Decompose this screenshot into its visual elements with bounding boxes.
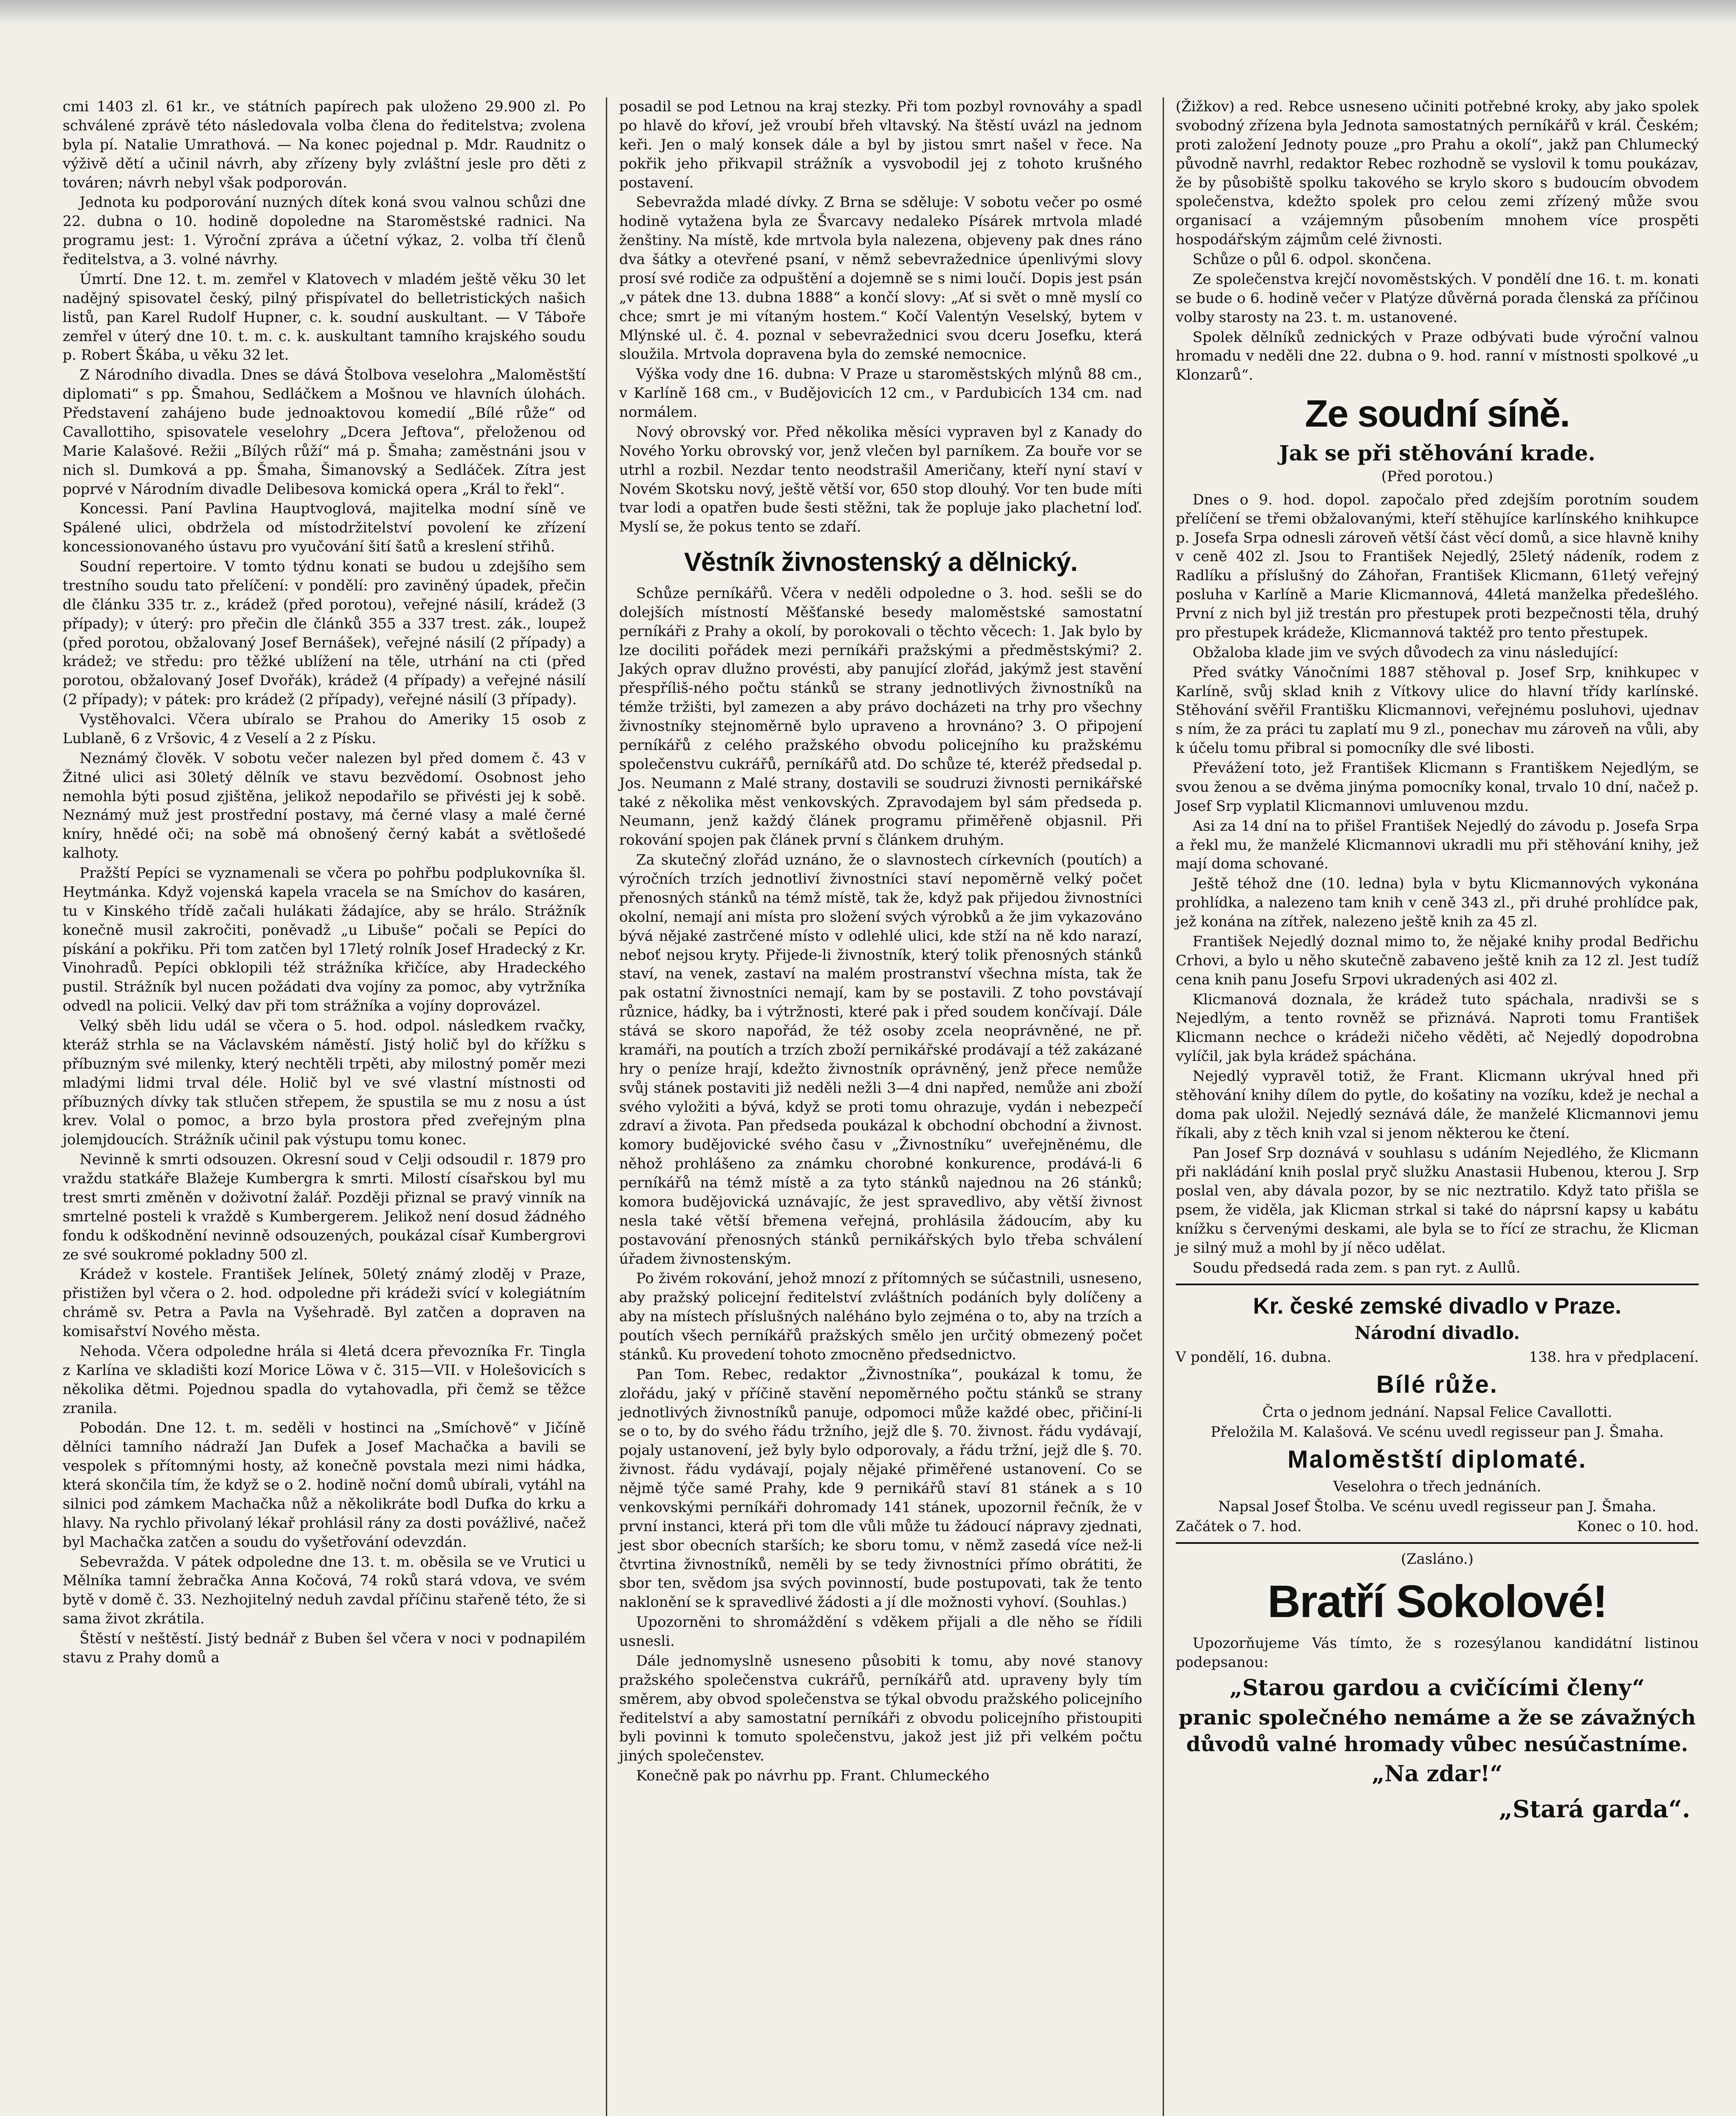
news-item: Nehoda. Včera odpoledne hrála si 4letá dcera převozníka Fr. Tingla z Karlína ve skladišti kozí Morice Löwa v č. 315—VII. v Holešovicích s několika dětmi. Pojednou spadla do vytahovadla, při čemž se těžce zranila. [63, 1342, 586, 1417]
news-item: Výška vody dne 16. dubna: V Praze u staroměstských mlýnů 88 cm., v Karlíně 168 cm., v Budějovicích 12 cm., v Pardubicích 134 cm. nad normálem. [619, 366, 1142, 421]
column-3 [1163, 97, 1711, 2116]
play-credits: Přeložila M. Kalašová. Ve scénu uvedl regisseur pan J. Šmaha. [1211, 1423, 1664, 1441]
article-text: Ještě téhož dne (10. ledna) byla v bytu Klicmannových vykonána prohlídka, a nalezeno tam knih v ceně 343 zl., při druhé prohlídce pak, jež konána na zítřek, nalezeno ještě knih za 45 zl. [1175, 875, 1699, 931]
ad-quote: „Starou gardou a cvičícími členy“ [1230, 1675, 1645, 1701]
news-item: Vystěhovalci. Včera ubíralo se Prahou do Ameriky 15 osob z Lublaně, 6 z Vršovic, 4 z Veselí a 2 z Písku. [63, 711, 586, 747]
article-text: Schůze perníkářů. Včera v neděli odpoledne o 3. hod. sešli se do dolejších místností Měšťanské besedy maloměstské samostatní perníkáři z Prahy a okolí, by porokovali o těchto věcech: 1. Jak bylo by lze dociliti pořádek mezi perníkáři pražskými a předměstskými? 2. Jakých oprav dlužno provésti, aby panující zlořád, jakýmž jest stavění přespříliš-ného počtu stánků se strany jednotlivých živnostníků na témže tržišti, byl zamezen a aby právo docházeti na trhy pro všechny živnostníky stejnoměrně bylo upraveno a hrovnáno? 3. O připojení perníkářů z celého pražského obvodu policejního ku pražskému společenstvu cukrářů, perníkářů atd. Do schůze té, kteréž předsedal p. Jos. Neumann z Malé strany, dostavili se soudruzi živnosti pernikářské také z několika měst venkovských. Zpravodajem byl sám předseda p. Neumann, jenž každý článek programu přiměřeně objasnil. Při rokování spojen pak článek první s článkem druhým. [619, 584, 1142, 849]
performance-times [1176, 1517, 1699, 1536]
court-article-note: (Před porotou.) [1381, 468, 1493, 485]
news-item: Koncessi. Paní Pavlina Hauptvoglová, majitelka modní síně ve Spálené ulici, obdržela od místodržitelství povolení ke zřízení koncessionovaného ústavu pro vyučování šití šatů a kreslení střihů. [63, 500, 586, 556]
ad-greeting: „Na zdar!“ [1372, 1761, 1503, 1787]
ad-text: Upozorňujeme Vás tímto, že s rozesýlanou kandidátní listinou podepsanou: [1175, 1635, 1699, 1671]
court-article-title: Jak se při stěhování krade. [1279, 440, 1596, 466]
news-item: Pražští Pepíci se vyznamenali se včera po pohřbu podplukovníka šl. Heytmánka. Když vojenská kapela vracela se na Smíchov do kasáren, tu v Kinského třídě začali hulákati žádajíce, aby se hrálo. Strážník konečně musil zakročiti, poněvadž „u Libuše“ počali se Pepíci do pískání a pokřiku. Při tom zatčen byl 17letý rolník Josef Hradecký z Kr. Vinohradů. Pepíci obklopili též strážníka křičíce, aby Hradeckého pustil. Strážník byl nucen požádati dva vojíny za pomoc, aby vytržníka odvedl na policii. Velký dav při tom strážníka a vojíny doprovázel. [63, 865, 586, 1015]
article-text: Klicmanová doznala, že krádež tuto spáchala, nradivši se s Nejedlým, a tento rovněž se přiznává. Naproti tomu František Klicmann nechce o krádeži ničeho věděti, ač Nejedlý dopodrobna vylíčil, jak byla krádež spáchána. [1175, 991, 1699, 1065]
article-text: Před svátky Vánočními 1887 stěhoval p. Josef Srp, knihkupec v Karlíně, svůj sklad knih z Vítkovy ulice do hlavní třídy karlínské. Stěhování svěřil Františku Klicmannovi, veřejnému posluhovi, ujednav s ním, že za práci tu zaplatí mu 9 zl., ponechav mu zároveň na vůli, aby k účelu tomu přibral si pomocníky dle své libosti. [1175, 664, 1699, 757]
news-item: Nevinně k smrti odsouzen. Okresní soud v Celji odsoudil r. 1879 pro vraždu statkáře Blažeje Kumbergra k smrti. Milostí císařskou byl mu trest smrti změněn v doživotní žalář. Později přiznal se pravý vinník na smrtelné posteli k vraždě s Kumbergerem. Jelikož není dosud žádného fondu k odškodnění nevinně odsouzených, poukázal císař Kumbergrovi ze své soukromé pokladny 500 zl. [63, 1151, 586, 1263]
news-item: Z Národního divadla. Dnes se dává Štolbova veselohra „Maloměstští diplomati“ s pp. Šmahou, Sedláčkem a Mošnou ve hlavních úlohách. Představení zahájeno bude jednoaktovou komedií „Bílé růže“ od Cavallottiho, spisovatele veselohry „Dcera Jeftova“, přeloženou od Marie Kalašové. Režii „Bílých růží“ má p. Šmaha; zaměstnáni jsou v nich sl. Dumková a pp. Šmaha, Šimanovský a Sedláček. Zítra jest poprvé v Národním divadle Delibesova komická opera „Král to řekl“. [63, 366, 586, 498]
theatre-subtitle: Národní divadlo. [1354, 1322, 1520, 1343]
article-text: Obžaloba klade jim ve svých důvodech za vinu následující: [1192, 644, 1619, 661]
play-credits: Napsal Josef Štolba. Ve scénu uvedl regisseur pan J. Šmaha. [1218, 1498, 1656, 1515]
news-item: Pobodán. Dne 12. t. m. seděli v hostinci na „Smíchově“ v Jičíně dělníci tamního nádraží Jan Dufek a Josef Machačka a bavili se vespolek s přítomnými hosty, až konečně povstala mezi nimi hádka, která skončila tím, že když se o 2. hodině noční domů ubírali, vytáhl na silnici pod zámkem Machačka nůž a několikráte bodl Dufka do krku a hlavy. Na rychlo přivolaný lékař prohlásil rány za dosti povážlivé, načež byl Machačka zatčen a soudu do vyšetřování odevzdán. [63, 1419, 586, 1551]
section-heading: Věstník živnostenský a dělnický. [684, 548, 1078, 577]
scan-edge-shadow [0, 0, 1736, 25]
play-description: Veselohra o třech jednáních. [1333, 1478, 1541, 1496]
play-title: Maloměstští diplomaté. [1288, 1445, 1587, 1473]
theatre-title: Kr. české zemské divadlo v Praze. [1253, 1293, 1622, 1319]
news-item: Krádež v kostele. František Jelínek, 50letý známý zloděj v Praze, přistižen byl včera o 2. hod. odpoledne při krádeži svící v kolegiátním chrámě sv. Petra a Pavla na Vyšehradě. Byl zatčen a dopraven na komisařství Nového města. [63, 1266, 586, 1340]
divider [1176, 1284, 1699, 1285]
news-item: Velký sběh lidu udál se včera o 5. hod. odpol. následkem rvačky, kteráž strhla se na Václavském náměstí. Jistý holič byl do křížku s příbuzným své milenky, který nechtěli trpěti, aby milostný poměr mezi mladými lidmi trval déle. Holič byl ve své vlastní místnosti od příbuzných dívky tak stlučen střepem, že spustila se mu z nosu a úst krev. Volal o pomoc, a brzo byla prostora před zveřejným plna jolemjdoucích. Strážník učinil pak výstupu tomu konec. [63, 1017, 586, 1149]
ad-text-bold: pranic společného nemáme a že se závažných důvodů valné hromady vůbec nesúčastníme. [1178, 1705, 1696, 1756]
performance-date: V pondělí, 16. dubna. [1175, 1349, 1332, 1366]
article-text: (Žižkov) a red. Rebce usneseno učiniti potřebné kroky, aby jako spolek svobodný zřízena byla Jednota samostatných perníkářů v král. Českém; proti založení Jednoty pouze „pro Prahu a okolí“, jakž pan Chlumecký původně navrhl, redaktor Rebec rozhodně se vyslovil k tomu poukázav, že by působiště spolku takového se krylo skoro s budoucím obvodem společenstva, kdežto spolek pro celou zemi zřízený může svou organisací a vzájemným působením mnohem více prospěti hospodářským zájmům celé živnosti. [1175, 98, 1699, 248]
zaslano-label: (Zasláno.) [1401, 1550, 1474, 1568]
article-text: Dnes o 9. hod. dopol. započalo před zdejším porotním soudem přelíčení se třemi obžalovanými, kteří stěhujíce karlínského knihkupce p. Josefa Srpa odnesli zároveň větší část věcí domů, a sice hlavně knihy v ceně 402 zl. Jsou to František Nejedlý, 25letý nádeník, rodem z Radlíku a příslušný do Záhořan, František Klicmann, 61letý veřejný posluha v Karlíně a Marie Klicmannová, 44letá manželka předešlého. První z nich byl již trestán pro přestupek proti bezpečnosti těla, druhý pro přestupek krádeže, Klicmannová taktéž pro tento přestupek. [1175, 491, 1699, 641]
columns [51, 97, 1711, 2116]
news-item: Úmrtí. Dne 12. t. m. zemřel v Klatovech v mladém ještě věku 30 let nadějný spisovatel český, pilný přispívatel do belletristických našich listů, pan Karel Rudolf Hupner, c. k. soudní auskultant. — V Táboře zemřel v úterý dne 10. t. m. c. k. auskultant tamního krajského soudu p. Robert Škába, u věku 32 let. [63, 270, 586, 364]
article-text: cmi 1403 zl. 61 kr., ve státních papírech pak uloženo 29.900 zl. Po schválené zprávě této následovala volba člena do ředitelstva; zvolena byla pí. Natalie Umrathová. — Na konec pojednal p. Mdr. Raudnitz o výživě dětí a učinil návrh, aby zřízeny byly zvláštní jesle pro děti z továren; návrh nebyl však podporován. [63, 98, 586, 191]
news-item: Soudní repertoire. V tomto týdnu konati se budou u zdejšího sem trestního soudu tato přelíčení: v pondělí: pro zaviněný úpadek, přečin dle článku 335 tr. z., krádež (před porotou), veřejné násilí, krádež (3 případy); v úterý: pro přečin dle článků 355 a 337 trest. zák., loupež (před porotou, obžalovaný Josef Bernášek), veřejné násilí (2 případy) a krádež; ve středu: pro těžké ublížení na těle, utrhání na cti (před porotou, obžalovaný Josef Dvořák), krádež (4 případy) a veřejné násilí (2 případy); v pátek: pro krádež (2 případy), veřejné násilí (3 případy). [63, 558, 586, 708]
article-text: František Nejedlý doznal mimo to, že nějaké knihy prodal Bedřichu Crhovi, a bylo u něho skutečně zabaveno ještě knih za 12 zl. Jest tudíž cena knih panu Josefu Srpovi ukradených asi 402 zl. [1175, 933, 1699, 988]
article-text: Převážení toto, jež František Klicmann s Františkem Nejedlým, se svou ženou a se dvěma jinýma pomocníky konal, trvalo 10 dní, načež p. Josef Srp vyplatil Klicmannovi umluvenou mzdu. [1175, 760, 1699, 815]
article-text: Dále jednomyslně usneseno působiti k tomu, aby nové stanovy pražského společenstva cukrářů, perníkářů atd. upraveny byly tím směrem, aby obvod společenstva se týkal obvodu pražského policejního ředitelství a aby samostatní perníkáři z obvodu policejního přistoupiti byli povinni k tomuto společenstvu, jakož jest již při velkém počtu jiných společenstev. [619, 1652, 1142, 1765]
news-item: Jednota ku podporování nuzných dítek koná svou valnou schůzi dne 22. dubna o 10. hodině dopoledne na Staroměstské radnici. Na programu jest: 1. Výroční zpráva a účetní výkaz, 2. volba tří členů ředitelstva, a 3. volné návrhy. [63, 194, 586, 268]
news-item: Spolek dělníků zednických v Praze odbývati bude výroční valnou hromadu v neděli dne 22. dubna o 9. hod. ranní v místnosti spolkové „u Klonzarů“. [1175, 328, 1699, 384]
start-time: Začátek o 7. hod. [1175, 1518, 1302, 1535]
article-text: Pan Josef Srp doznává v souhlasu s udáním Nejedlého, že Klicmann při nakládání knih poslal pryč služku Anastasii Hubenou, kterou J. Srp poslal ven, aby dávala pozor, by se nic neztratilo. Když tato přišla se psem, že viděla, jak Klicman strkal si také do náprsní kapsy u kabátu knížku s červenými deskami, ale byla se to řící ze strachu, že Klicman je silný muž a mohl by jí něco udělat. [1175, 1144, 1699, 1256]
court-section-title: Ze soudní síně. [1305, 393, 1570, 435]
news-item: Sebevražda. V pátek odpoledne dne 13. t. m. oběsila se ve Vrutici u Mělníka tamní žebračka Anna Kočová, 74 roků stará vdova, ve svém bytě v domě č. 33. Nezhojitelný neduh zavdal příčinu stařeně této, že si sama život zkrátila. [63, 1553, 586, 1628]
ad-signature: „Stará garda“. [1499, 1795, 1690, 1823]
column-2 [606, 97, 1154, 2116]
article-text: posadil se pod Letnou na kraj stezky. Při tom pozbyl rovnováhy a spadl po hlavě do křoví, jež vroubí břeh vltavský. Na štěstí uvázl na jednom keři. Jen o malý konsek dále a byl by jistou smrt našel v řece. Na pokřik jeho přikvapil strážník a vysvobodil jej z tohoto krušného postavení. [619, 98, 1142, 191]
column-1 [51, 97, 597, 2116]
news-item: Neznámý člověk. V sobotu večer nalezen byl před domem č. 43 v Žitné ulici asi 30letý dělník ve stavu bezvědomí. Osobnost jeho nemohla býti posud zjištěna, jelikož nepodařilo se přivésti jej k sobě. Neznámý muž jest prostřední postavy, má černé vlasy a malé černé kníry, hnědé oči; na sobě má obnošený černý kabát a světlošedé kalhoty. [63, 749, 586, 862]
article-text: Schůze o půl 6. odpol. skončena. [1192, 251, 1432, 268]
article-text: Asi za 14 dní na to přišel František Nejedlý do závodu p. Josefa Srpa a řekl mu, že manželé Klicmannovi ukradli mu při stěhování knihy, jež mají doma schované. [1175, 817, 1699, 873]
article-text: Pan Tom. Rebec, redaktor „Živnostníka“, poukázal k tomu, že zlořádu, jaký v příčině stavění nepoměrného počtu stánků se strany jednotlivých živnostníků panuje, odpomoci může každé obec, přičiní-li se o to, by do svého řádu tržního, jejž dle §. 70. živnost. řádu vydávají, pojaly ustanovení, jež byly bylo odporovaly, a řádu tržní, jejž dle §. 70. živnost. řádu vydávají, pojaly nějaké přiměřené ustanovení. Co se nějmě týče samé Prahy, kde 9 pernikářů staví 81 stánek a s 10 venkovskými perníkáři dohromady 141 stánek, upozornil řečník, že v první instanci, která při tom dle vůli může tu žádoucí nápravy zjednati, jest sbor obecních starších; ke sboru tomu, v němž zasedá více než-li čtvrtina živnostníků, neměli by se tedy živnostníci přímo obrátiti, že sbor ten, svědom jsa svých povinností, bude postupovati, tak že tento naklonění se k spravedlivé žádosti a jí dle možnosti vyhoví. (Souhlas.) [619, 1366, 1142, 1611]
performance-subscription: 138. hra v předplacení. [1529, 1349, 1699, 1366]
article-text: Upozorněni to shromáždění s vděkem přijali a dle něho se řídili usnesli. [619, 1614, 1142, 1650]
news-item: Ze společenstva krejčí novoměstských. V pondělí dne 16. t. m. konati se bude o 6. hodině večer v Platýze důvěrná porada členská za příčinou volby starosty na 23. t. m. ustanovené. [1175, 270, 1699, 326]
play-description: Črta o jednom jednání. Napsal Felice Cavallotti. [1262, 1403, 1612, 1421]
news-item: Štěstí v neštěstí. Jistý bednář z Buben šel včera v noci v podnapilém stavu z Prahy domů a [63, 1630, 586, 1666]
end-time: Konec o 10. hod. [1577, 1518, 1699, 1535]
article-text: Po živém rokování, jehož mnozí z přítomných se súčastnili, usneseno, aby pražský policejní ředitelství zvláštních podáních byly dolíčeny a aby na místech příslušných naléháno bylo zejména o to, aby na trzích a poutích všech perníkářů pražských smělo jen určitý obmezený počet stánků. Ku provedení tohoto zmocněno předsednictvo. [619, 1270, 1142, 1363]
play-title: Bílé růže. [1376, 1371, 1498, 1399]
performance-info [1176, 1348, 1699, 1367]
news-item: Nový obrovský vor. Před několika měsíci vypraven byl z Kanady do Nového Yorku obrovský vor, jenž vlečen byl parníkem. Za bouře vor se utrhl a rozbil. Nezdar tento neodstrašil Američany, kteří nyní staví v Novém Skotsku nový, ještě větší vor, 650 stop dlouhý. Vor ten bude míti tvar lodi a opatřen bude šesti stěžni, tak že popluje jako plachetní loď. Myslí se, že pokus tento se zdaří. [619, 423, 1142, 536]
article-text: Za skutečný zlořád uznáno, že o slavnostech církevních (poutích) a výročních trzích jednotliví živnostníci staví nepoměrně velký počet přenosných stánků na témž místě, tak že, když pak přijedou živnostníci okolní, nemají ani místa pro složení svých výrobků a že jim vykazováno bývá nějaké zastrčené místo v odlehlé ulici, kde stží na ně kdo narazí, neboť nejsou kryty. Přijede-li živnostník, který tolik přenosných stánků staví, na venek, zastaví na malém prostranství všechna místa, tak že pak ostatní živnostníci nemají, kam by se postavili. Z toho povstávají různice, hádky, ba i výtržnosti, které pak i před soudem končívají. Dále stává se skoro napořád, že též osoby zcela neoprávněné, ne př. kramáři, na poutích a trzích zboží pernikářské prodávají a též zakázané hry o peníze hrají, kdežto živnostník oprávněný, jenž přece nemůže svůj stánek postaviti již neděli nežli 3—4 dni napřed, nemůže ani zboží svého vyložiti a bývá, když se proti tomu ohrazuje, vydán i nebezpečí zdraví a života. Pan předseda poukázal k obchodní obchodní a živnost. komory budějovické svého času v „Živnostníku“ uveřejněnému, dle něhož prohlášeno za známku chorobné konkurence, prodává-li 6 perníkářů na témž místě a za tyto stánků najednou na 26 stánků; komora budějovická uznávajíc, že jest spravedlivo, aby větší živnost nesla také větší břemena veřejná, prohlásila žádoucím, aby ku postavování přenosných stánků pernikářských bylo třeba schválení úřadem živnostenským. [619, 851, 1142, 1267]
article-text: Konečně pak po návrhu pp. Frant. Chlumeckého [636, 1767, 990, 1785]
divider [1176, 1542, 1699, 1544]
ad-title: Bratří Sokolové! [1267, 1575, 1607, 1627]
article-text: Soudu předsedá rada zem. s pan ryt. z Aullů. [1192, 1259, 1521, 1276]
article-text: Nejedlý vypravěl totiž, že Frant. Klicmann ukrýval hned při stěhování knihy dílem do pytle, do košatiny na vozíku, kdež je nechal a doma pak uložil. Nejedlý seznává dále, že manželé Klicmannovi jemu říkali, aby z těch knih vzal si jenom některou ke čtení. [1175, 1068, 1699, 1142]
news-item: Sebevražda mladé dívky. Z Brna se sděluje: V sobotu večer po osmé hodině vytažena byla ze Švarcavy nedaleko Písárek mrtvola mladé ženštiny. Na místě, kde mrtvola byla nalezena, objeveny pak dnes ráno dva šátky a otevřené psaní, v němž sebevražednice úpenlivými slovy prosí své rodiče za odpuštění a dojemně se s nimi loučí. Dopis jest psán „v pátek dne 13. dubna 1888“ a končí slovy: „Ať si svět o mně myslí co chce; smrt je mi vítaným hostem.“ Kočí Valentýn Veselský, bytem v Mlýnské ul. č. 4. poznal v sebevražednici svou dceru Josefku, která sloužila. Mrtvola dopravena byla do zemské nemocnice. [619, 194, 1142, 363]
